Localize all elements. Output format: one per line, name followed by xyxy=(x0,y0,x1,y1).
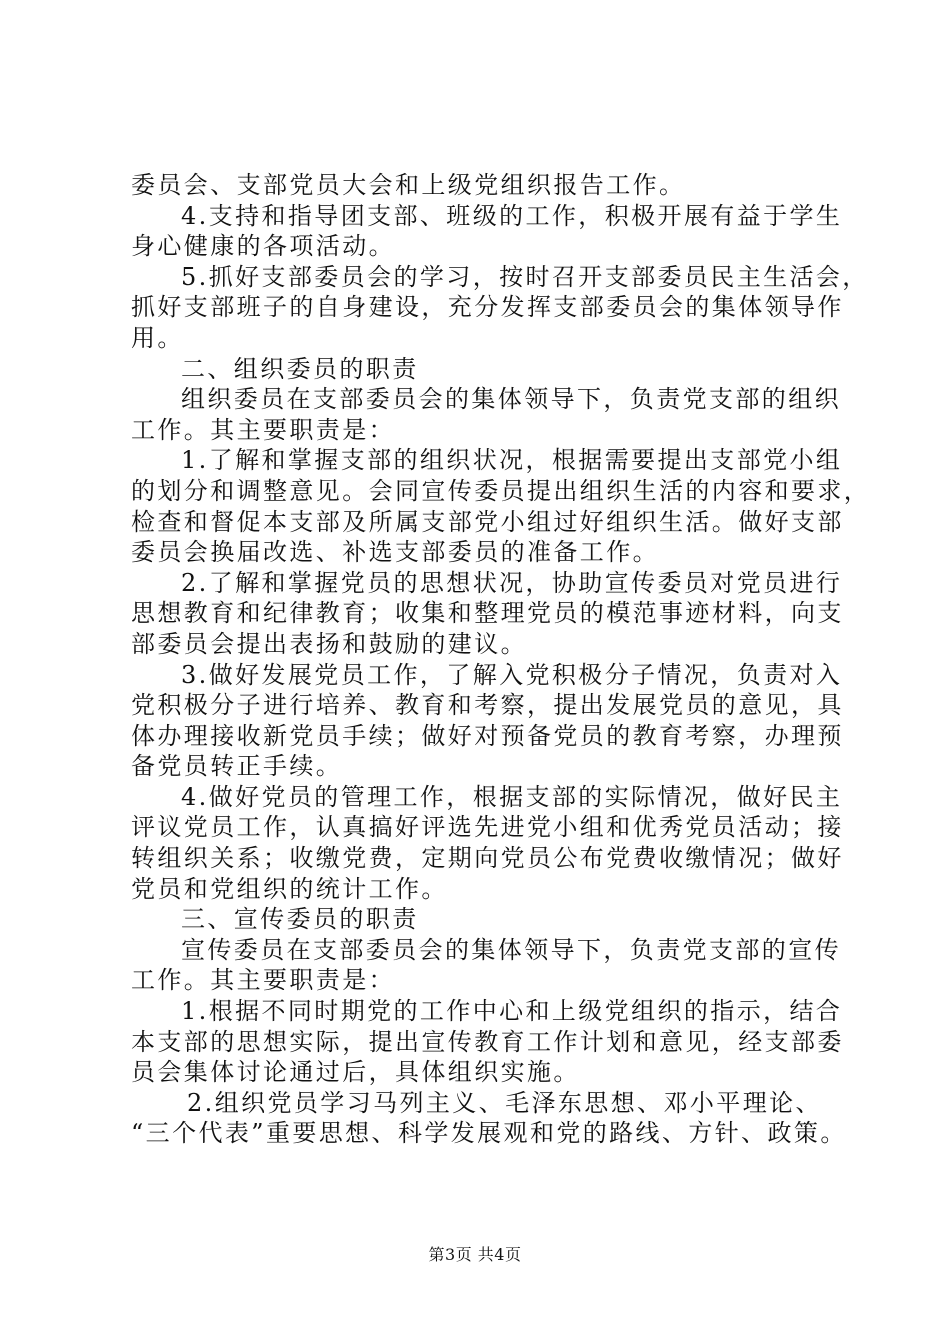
text-line: 4.支持和指导团支部、班级的工作，积极开展有益于学生 xyxy=(181,201,843,230)
text-line: 1.了解和掌握支部的组织状况，根据需要提出支部党小组 xyxy=(181,446,843,475)
text-line: 思想教育和纪律教育；收集和整理党员的模范事迹材料，向支 xyxy=(131,599,844,628)
text-line: 党积极分子进行培养、教育和考察，提出发展党员的意见，具 xyxy=(131,691,844,720)
text-line: 的划分和调整意见。会同宣传委员提出组织生活的内容和要求， xyxy=(131,476,871,505)
text-line: 工作。其主要职责是： xyxy=(131,966,395,995)
text-line: 1.根据不同时期党的工作中心和上级党组织的指示，结合 xyxy=(181,997,843,1026)
text-line: 组织委员在支部委员会的集体领导下，负责党支部的组织 xyxy=(181,385,841,414)
text-line: 2.组织党员学习马列主义、毛泽东思想、邓小平理论、 xyxy=(187,1088,822,1117)
text-line: 员会集体讨论通过后，具体组织实施。 xyxy=(131,1058,580,1087)
text-line: 部委员会提出表扬和鼓励的建议。 xyxy=(131,629,527,658)
text-line: 2.了解和掌握党员的思想状况，协助宣传委员对党员进行 xyxy=(181,568,843,597)
text-line: 3.做好发展党员工作，了解入党积极分子情况，负责对入 xyxy=(181,660,843,689)
section-heading: 二、组织委员的职责 xyxy=(181,354,419,383)
section-heading: 三、宣传委员的职责 xyxy=(181,905,419,934)
text-line: 体办理接收新党员手续；做好对预备党员的教育考察，办理预 xyxy=(131,721,844,750)
document-body xyxy=(131,170,871,1149)
text-line: 党员和党组织的统计工作。 xyxy=(131,874,448,903)
text-line: 5.抓好支部委员会的学习，按时召开支部委员民主生活会， xyxy=(181,262,869,291)
text-line: 备党员转正手续。 xyxy=(131,752,343,781)
text-line: 检查和督促本支部及所属支部党小组过好组织生活。做好支部 xyxy=(131,507,844,536)
text-line: 委员会换届改选、补选支部委员的准备工作。 xyxy=(131,538,659,567)
text-line: 身心健康的各项活动。 xyxy=(131,232,395,261)
text-line: 委员会、支部党员大会和上级党组织报告工作。 xyxy=(131,171,686,199)
text-line: 本支部的思想实际，提出宣传教育工作计划和意见，经支部委 xyxy=(131,1027,844,1056)
page-footer: 第3页 共4页 xyxy=(428,1245,522,1264)
text-line: 用。 xyxy=(131,323,184,352)
text-line: 评议党员工作，认真搞好评选先进党小组和优秀党员活动；接 xyxy=(131,813,844,842)
text-line: 工作。其主要职责是： xyxy=(131,415,395,444)
text-line: 宣传委员在支部委员会的集体领导下，负责党支部的宣传 xyxy=(181,935,841,964)
text-line: “三个代表”重要思想、科学发展观和党的路线、方针、政策。 xyxy=(131,1119,847,1148)
text-line: 抓好支部班子的自身建设，充分发挥支部委员会的集体领导作 xyxy=(131,293,844,322)
text-line: 4.做好党员的管理工作，根据支部的实际情况，做好民主 xyxy=(181,782,843,811)
text-line: 转组织关系；收缴党费，定期向党员公布党费收缴情况；做好 xyxy=(131,844,844,873)
